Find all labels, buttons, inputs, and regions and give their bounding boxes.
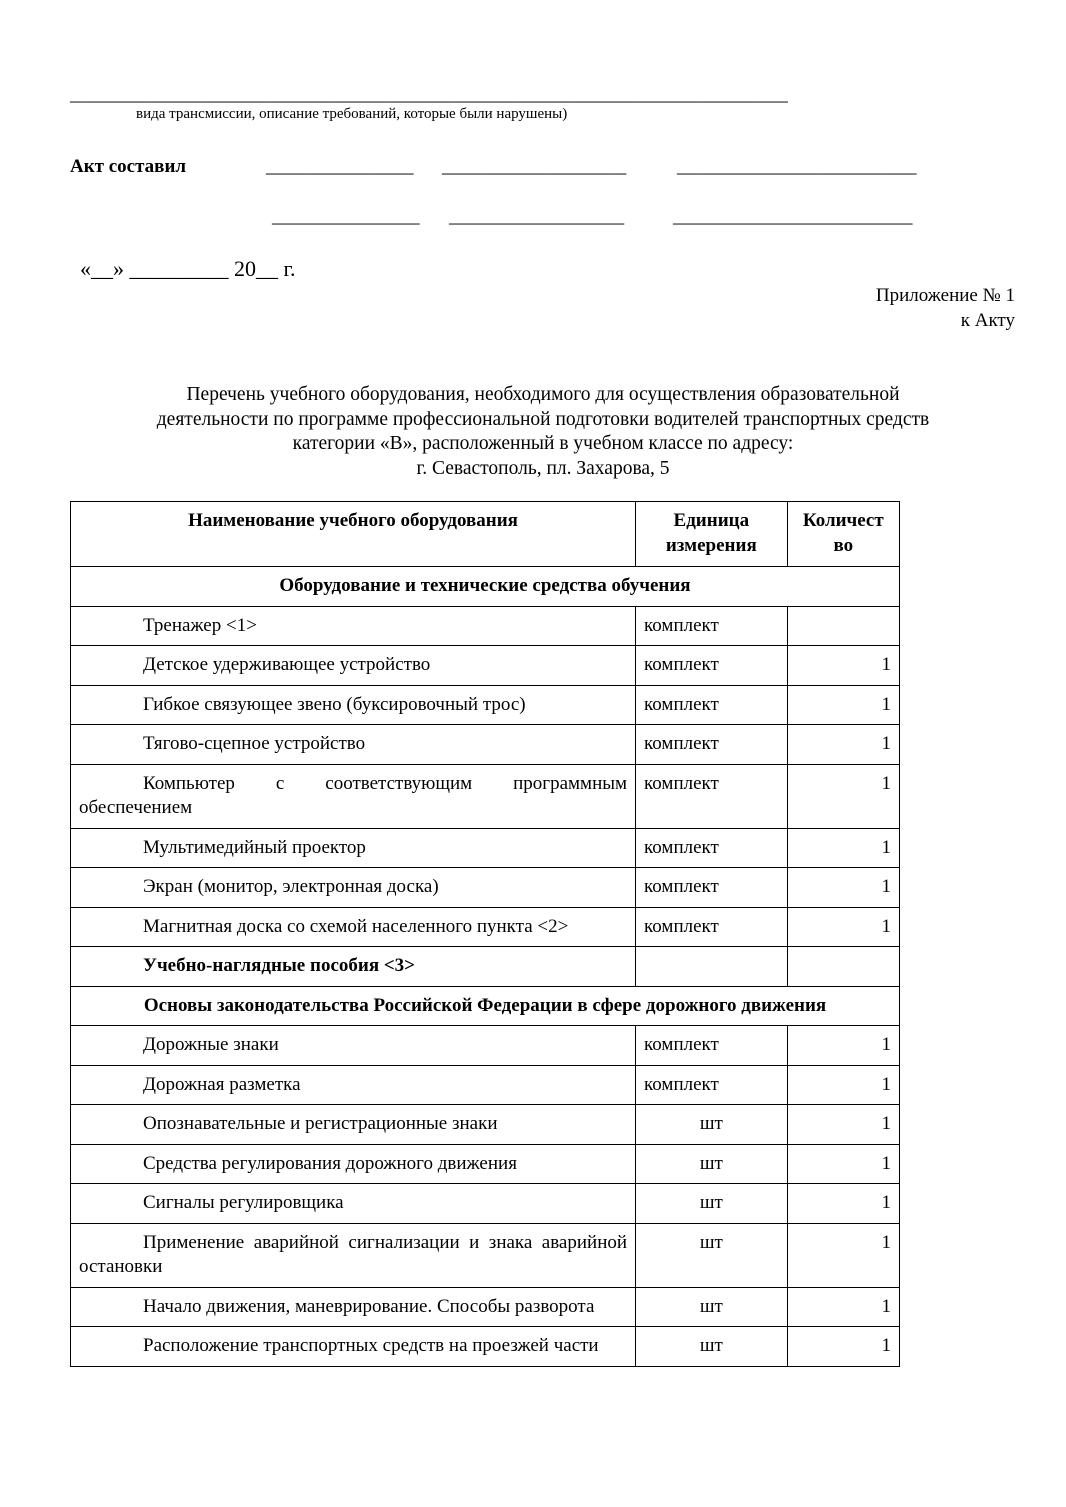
item-unit: комплект xyxy=(636,646,788,686)
item-qty: 1 xyxy=(787,1223,899,1287)
signature-blank-1b: ____________________ xyxy=(442,156,627,177)
table-row xyxy=(71,1287,900,1327)
item-qty: 1 xyxy=(787,828,899,868)
item-qty: 1 xyxy=(787,1287,899,1327)
visual-aids-row xyxy=(71,947,900,987)
table-row xyxy=(71,1065,900,1105)
visual-aids-title: Учебно-наглядные пособия <3> xyxy=(71,947,636,987)
item-qty: 1 xyxy=(787,1026,899,1066)
item-qty: 1 xyxy=(787,725,899,765)
table-row xyxy=(71,1105,900,1145)
item-qty: 1 xyxy=(787,1144,899,1184)
item-unit: шт xyxy=(636,1287,788,1327)
table-row xyxy=(71,764,900,828)
signature-blank-1c: __________________________ xyxy=(677,156,917,177)
signature-blank-2c: __________________________ xyxy=(673,206,913,227)
header-name: Наименование учебного оборудования xyxy=(71,502,636,567)
signature-blank-2b: ___________________ xyxy=(449,206,624,227)
item-name: Магнитная доска со схемой населенного пункта <2> xyxy=(71,907,636,947)
table-row xyxy=(71,828,900,868)
table-row xyxy=(71,606,900,646)
table-row xyxy=(71,685,900,725)
item-qty: 1 xyxy=(787,1327,899,1367)
item-unit: комплект xyxy=(636,1065,788,1105)
item-name: Применение аварийной сигнализации и знака аварийной остановки xyxy=(71,1223,636,1287)
section-row-equipment xyxy=(71,567,900,607)
top-caption: вида трансмиссии, описание требований, которые были нарушены) xyxy=(136,106,568,122)
date-line: «__» _________ 20__ г. xyxy=(80,256,296,281)
item-name: Опознавательные и регистрационные знаки xyxy=(71,1105,636,1145)
equipment-table xyxy=(70,501,900,1367)
appendix-line-1: Приложение № 1 xyxy=(875,285,1015,306)
item-unit: шт xyxy=(636,1327,788,1367)
item-unit: комплект xyxy=(636,907,788,947)
item-name: Начало движения, маневрирование. Способы разворота xyxy=(71,1287,636,1327)
table-row xyxy=(71,868,900,908)
item-unit: комплект xyxy=(636,1026,788,1066)
item-unit: комплект xyxy=(636,725,788,765)
item-unit: комплект xyxy=(636,606,788,646)
item-unit: шт xyxy=(636,1184,788,1224)
item-qty: 1 xyxy=(787,868,899,908)
item-name: Дорожные знаки xyxy=(71,1026,636,1066)
table-row xyxy=(71,725,900,765)
act-composed-label: Акт составил xyxy=(70,156,187,177)
item-qty xyxy=(787,606,899,646)
header-unit: Единица измерения xyxy=(636,502,788,567)
item-unit: шт xyxy=(636,1144,788,1184)
item-name: Детское удерживающее устройство xyxy=(71,646,636,686)
item-qty: 1 xyxy=(787,646,899,686)
item-qty: 1 xyxy=(787,1184,899,1224)
item-name: Дорожная разметка xyxy=(71,1065,636,1105)
table-row xyxy=(71,646,900,686)
item-name: Экран (монитор, электронная доска) xyxy=(71,868,636,908)
table-row xyxy=(71,1144,900,1184)
item-name: Компьютер с соответствующим программным обеспечением xyxy=(71,764,636,828)
list-title-line-4: г. Севастополь, пл. Захарова, 5 xyxy=(416,457,670,479)
table-row xyxy=(71,1327,900,1367)
item-qty: 1 xyxy=(787,764,899,828)
item-unit: комплект xyxy=(636,868,788,908)
header-qty: Количест во xyxy=(787,502,899,567)
section-row-legislation xyxy=(71,986,900,1026)
item-name: Сигналы регулировщика xyxy=(71,1184,636,1224)
empty-cell xyxy=(636,947,788,987)
item-name: Мультимедийный проектор xyxy=(71,828,636,868)
item-qty: 1 xyxy=(787,1065,899,1105)
item-name: Тягово-сцепное устройство xyxy=(71,725,636,765)
empty-cell xyxy=(787,947,899,987)
item-name: Гибкое связующее звено (буксировочный трос) xyxy=(71,685,636,725)
table-row xyxy=(71,1223,900,1287)
item-unit: комплект xyxy=(636,685,788,725)
signature-blank-2a: ________________ xyxy=(272,206,420,227)
list-title-line-1: Перечень учебного оборудования, необходимого для осуществления образовательной xyxy=(186,384,900,405)
item-qty: 1 xyxy=(787,1105,899,1145)
item-qty: 1 xyxy=(787,685,899,725)
item-name: Средства регулирования дорожного движения xyxy=(71,1144,636,1184)
item-name: Тренажер <1> xyxy=(71,606,636,646)
item-qty: 1 xyxy=(787,907,899,947)
section-title: Основы законодательства Российской Федерации в сфере дорожного движения xyxy=(71,986,900,1026)
table-row xyxy=(71,1026,900,1066)
list-title-line-2: деятельности по программе профессиональной подготовки водителей транспортных средств xyxy=(156,408,930,430)
list-title-line-3: категории «В», расположенный в учебном классе по адресу: xyxy=(292,433,794,454)
appendix-note xyxy=(876,283,1015,333)
item-unit: шт xyxy=(636,1223,788,1287)
appendix-line-2: к Акту xyxy=(960,310,1015,331)
table-row xyxy=(71,907,900,947)
list-title xyxy=(100,383,986,481)
item-unit: комплект xyxy=(636,764,788,828)
signature-blank-1a: ________________ xyxy=(266,156,414,177)
table-row xyxy=(71,1184,900,1224)
item-name: Расположение транспортных средств на проезжей части xyxy=(71,1327,636,1367)
table-header-row xyxy=(71,502,900,567)
item-unit: шт xyxy=(636,1105,788,1145)
top-underline: ______________________________________________________________________________ xyxy=(70,84,788,105)
section-title: Оборудование и технические средства обучения xyxy=(71,567,900,607)
item-unit: комплект xyxy=(636,828,788,868)
